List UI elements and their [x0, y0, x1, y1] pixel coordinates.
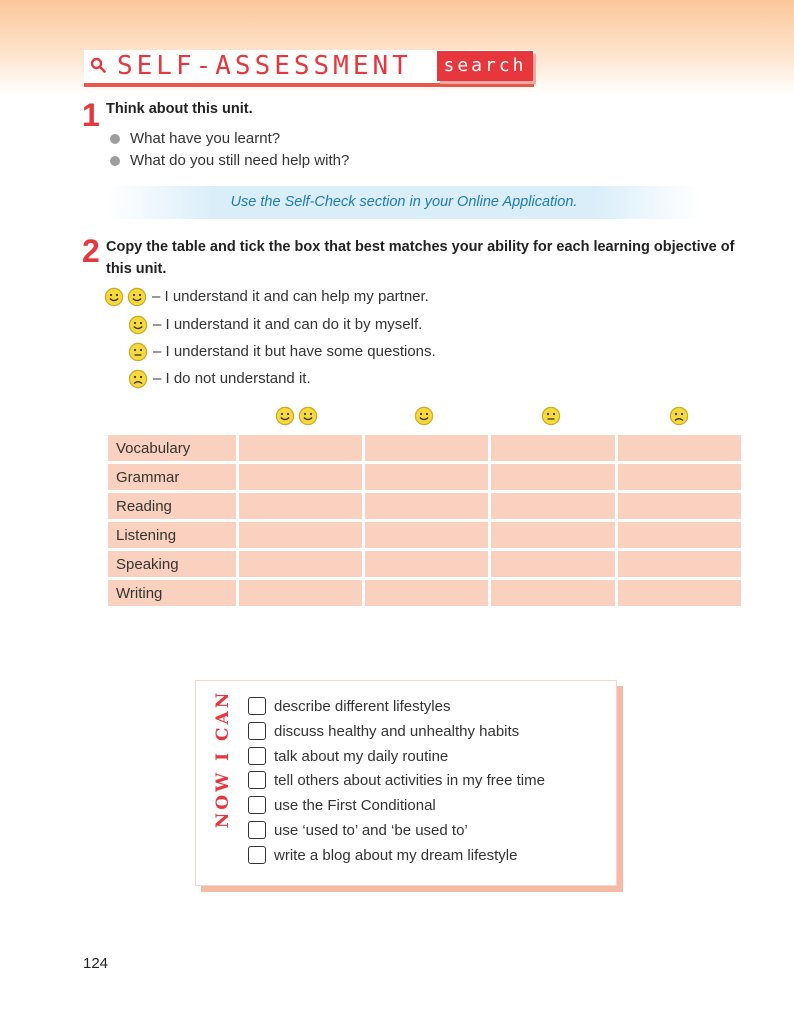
- table-row: [108, 464, 741, 490]
- legend-row: [128, 340, 436, 364]
- smiley-happy-icon: [104, 287, 124, 307]
- table-row: [108, 551, 741, 577]
- legend-text: – I understand it and can do it by myself.: [153, 316, 423, 333]
- legend-faces: [128, 340, 151, 364]
- table-cell[interactable]: [365, 493, 488, 519]
- section-2-heading: Copy the table and tick the box that best matches your ability for each learning objective of this unit.: [106, 239, 735, 277]
- smiley-neutral-icon: [541, 406, 561, 426]
- online-app-note: Use the Self-Check section in your Online Application.: [108, 186, 700, 219]
- header-title: SELF-ASSESSMENT: [117, 51, 412, 81]
- legend-faces: [128, 313, 151, 337]
- table-cell[interactable]: [239, 522, 362, 548]
- section-number-1: 1: [82, 97, 100, 133]
- row-label-speaking: Speaking: [108, 551, 236, 577]
- table-row: [108, 522, 741, 548]
- legend-text: – I understand it and can help my partner.: [152, 288, 429, 305]
- legend-row: [128, 367, 311, 391]
- smiley-sad-icon: [669, 406, 689, 426]
- table-row: [108, 435, 741, 461]
- list-item: discuss healthy and unhealthy habits: [248, 720, 545, 745]
- smiley-happy-icon: [127, 287, 147, 307]
- checkbox[interactable]: [248, 747, 266, 765]
- smiley-neutral-icon: [128, 342, 148, 362]
- column-header-sad: [617, 405, 744, 427]
- table-cell[interactable]: [239, 580, 362, 606]
- table-cell[interactable]: [239, 435, 362, 461]
- can-do-list: [248, 695, 545, 869]
- smiley-happy-icon: [128, 315, 148, 335]
- table-cell[interactable]: [239, 493, 362, 519]
- table-cell[interactable]: [491, 580, 614, 606]
- legend-faces: [104, 285, 150, 309]
- smiley-happy-icon: [298, 406, 318, 426]
- smiley-happy-icon: [275, 406, 295, 426]
- list-item: tell others about activities in my free time: [248, 769, 545, 794]
- list-item: describe different lifestyles: [248, 695, 545, 720]
- now-i-can-box: [195, 680, 617, 886]
- list-item: What do you still need help with?: [108, 150, 349, 172]
- table-row: [108, 580, 741, 606]
- assessment-grid: [105, 432, 744, 609]
- section-number-2: 2: [82, 233, 100, 269]
- row-label-grammar: Grammar: [108, 464, 236, 490]
- smiley-sad-icon: [128, 369, 148, 389]
- column-header-neutral: [489, 405, 616, 427]
- page-number: 124: [83, 955, 109, 972]
- table-cell[interactable]: [365, 435, 488, 461]
- table-cell[interactable]: [365, 464, 488, 490]
- list-item: use the First Conditional: [248, 794, 545, 819]
- column-header-smile: [362, 405, 489, 427]
- header-tag: search: [437, 51, 533, 81]
- smiley-happy-icon: [414, 406, 434, 426]
- table-column-headers: [108, 400, 744, 430]
- checkbox[interactable]: [248, 722, 266, 740]
- table-cell[interactable]: [491, 493, 614, 519]
- table-cell[interactable]: [618, 435, 741, 461]
- table-cell[interactable]: [618, 580, 741, 606]
- column-header-smile-smile: [234, 405, 361, 427]
- table-cell[interactable]: [365, 551, 488, 577]
- row-label-vocabulary: Vocabulary: [108, 435, 236, 461]
- table-cell[interactable]: [618, 551, 741, 577]
- list-item: write a blog about my dream lifestyle: [248, 844, 545, 869]
- section-1-bullets: [108, 128, 349, 172]
- table-cell[interactable]: [491, 522, 614, 548]
- checkbox[interactable]: [248, 846, 266, 864]
- list-item: talk about my daily routine: [248, 745, 545, 770]
- table-cell[interactable]: [239, 551, 362, 577]
- row-label-listening: Listening: [108, 522, 236, 548]
- table-cell[interactable]: [618, 522, 741, 548]
- table-cell[interactable]: [618, 493, 741, 519]
- table-cell[interactable]: [491, 551, 614, 577]
- checkbox[interactable]: [248, 821, 266, 839]
- search-icon: [90, 57, 106, 73]
- legend-text: – I understand it but have some questions.: [153, 343, 436, 360]
- row-label-writing: Writing: [108, 580, 236, 606]
- checkbox[interactable]: [248, 796, 266, 814]
- table-cell[interactable]: [365, 522, 488, 548]
- bullet-icon: [110, 134, 120, 144]
- row-label-reading: Reading: [108, 493, 236, 519]
- bullet-icon: [110, 156, 120, 166]
- legend-faces: [128, 367, 151, 391]
- checkbox[interactable]: [248, 697, 266, 715]
- table-cell[interactable]: [491, 435, 614, 461]
- table-row: [108, 493, 741, 519]
- list-item: use ‘used to’ and ‘be used to’: [248, 819, 545, 844]
- legend-row: [104, 285, 429, 309]
- table-cell[interactable]: [618, 464, 741, 490]
- legend-row: [128, 313, 422, 337]
- table-cell[interactable]: [239, 464, 362, 490]
- checkbox[interactable]: [248, 771, 266, 789]
- legend-text: – I do not understand it.: [153, 370, 311, 387]
- list-item: What have you learnt?: [108, 128, 349, 150]
- section-1-heading: Think about this unit.: [106, 101, 253, 117]
- table-cell[interactable]: [365, 580, 488, 606]
- table-cell[interactable]: [491, 464, 614, 490]
- now-i-can-label: NOW I CAN: [213, 689, 233, 829]
